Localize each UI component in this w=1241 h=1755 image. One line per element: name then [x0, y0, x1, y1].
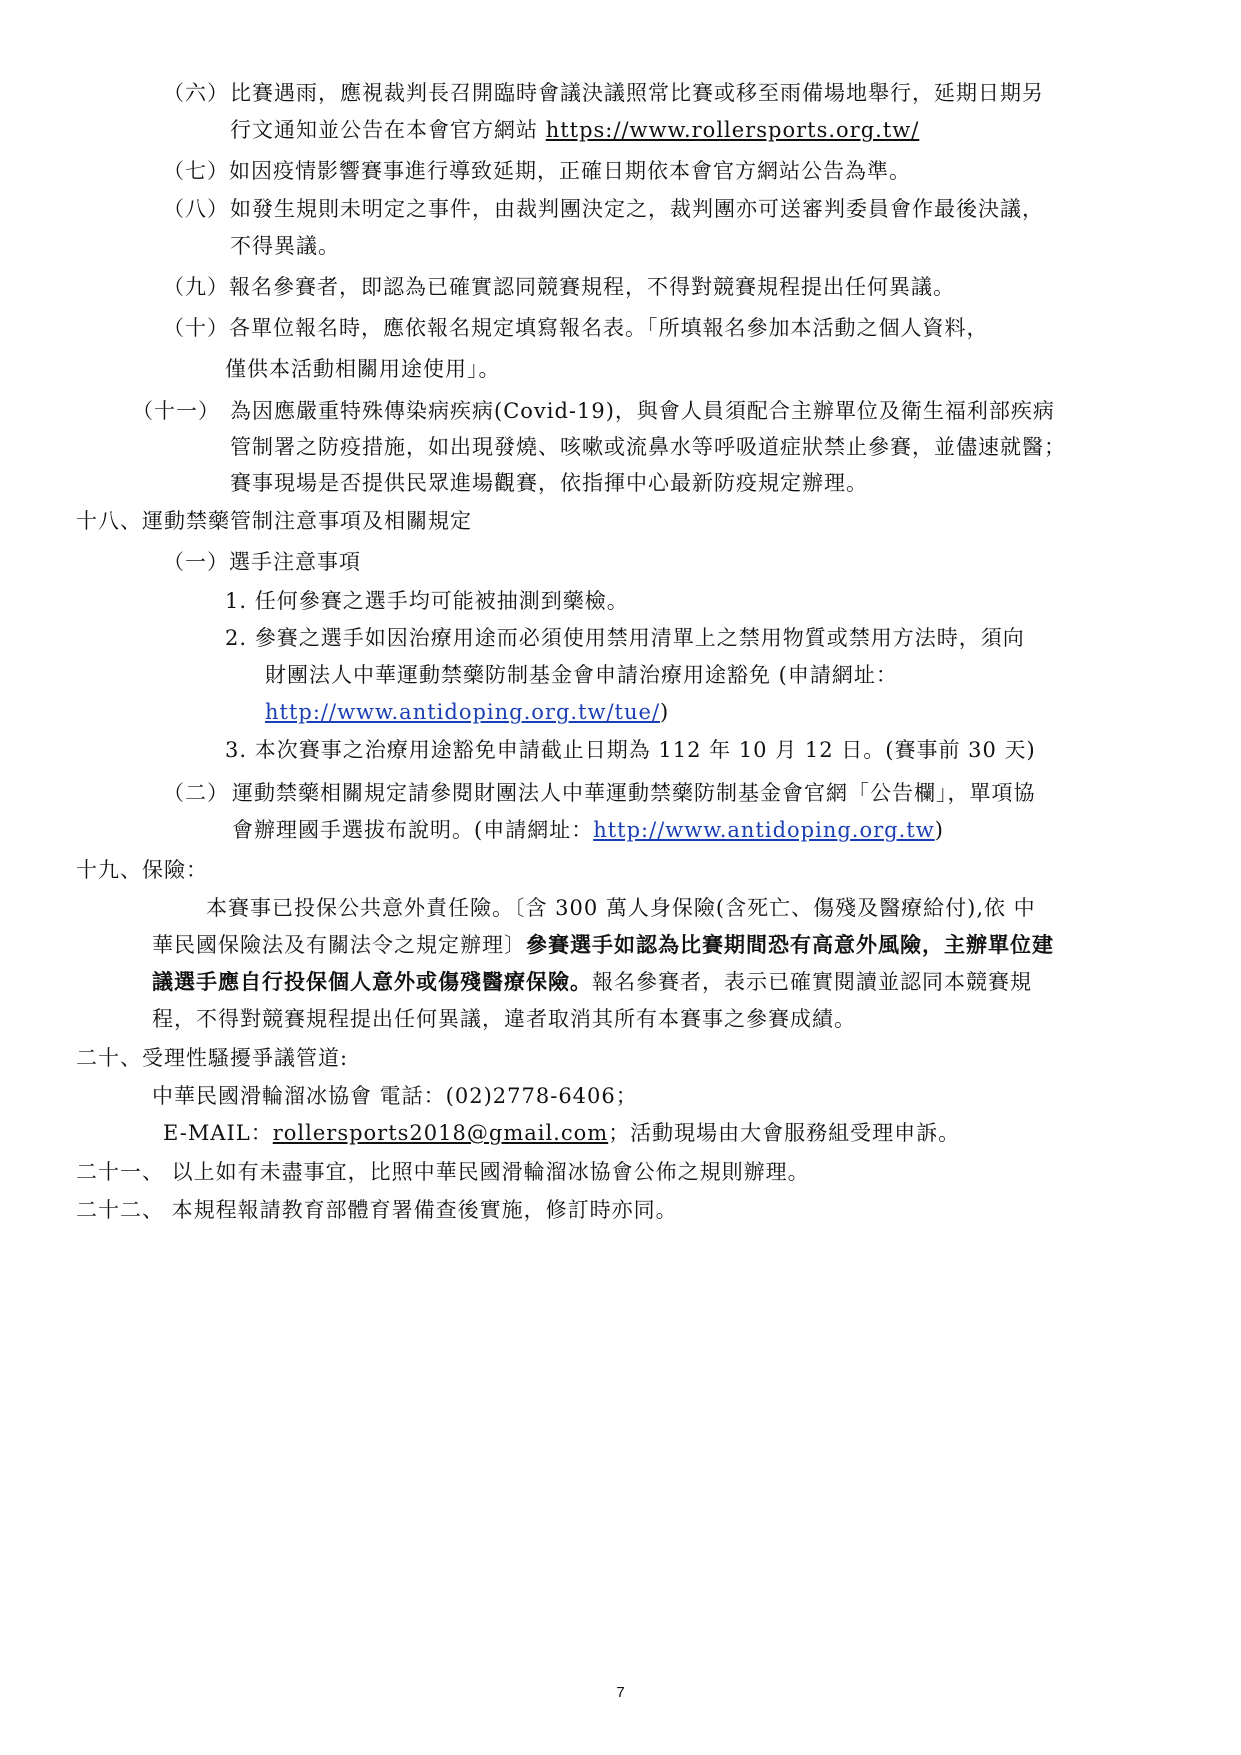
- section-19-line3-bold: 議選手應自行投保個人意外或傷殘醫療保險。: [152, 969, 592, 994]
- section-19-line4: 程，不得對競賽規程提出任何異議，違者取消其所有本賽事之參賽成績。: [152, 1007, 856, 1031]
- item-six-line1: 比賽遇雨，應視裁判長召開臨時會議決議照常比賽或移至雨備場地舉行，延期日期另: [230, 81, 1044, 105]
- section-18-item3: 3. 本次賽事之治療用途豁免申請截止日期為 112 年 10 月 12 日。(賽事前 30 天): [225, 738, 1036, 762]
- tue-url-close: ): [660, 700, 670, 724]
- item-nine: （九）報名參賽者，即認為已確實認同競賽規程，不得對競賽規程提出任何異議。: [163, 275, 955, 299]
- item-eleven-marker: （十一）: [132, 399, 220, 423]
- antidoping-url-close: ): [934, 818, 944, 842]
- section-19-line3: [152, 967, 1032, 997]
- item-six-line2: [230, 115, 919, 145]
- section-20-phone: 中華民國滑輪溜冰協會 電話：(02)2778-6406；: [152, 1084, 638, 1108]
- rollersports-url-link[interactable]: https://www.rollersports.org.tw/: [545, 118, 920, 142]
- section-18-sub2-line1: 運動禁藥相關規定請參閱財團法人中華運動禁藥防制基金會官網「公告欄」，單項協: [232, 781, 1036, 805]
- item-eleven-line2: 管制署之防疫措施，如出現發燒、咳嗽或流鼻水等呼吸道症狀禁止參賽，並儘速就醫；: [230, 435, 1066, 459]
- section-22: 二十二、 本規程報請教育部體育署備查後實施，修訂時亦同。: [76, 1198, 678, 1222]
- item-eight-line2: 不得異議。: [230, 234, 340, 258]
- email-label: E-MAIL：: [163, 1121, 273, 1145]
- section-18-item2-line2: 財團法人中華運動禁藥防制基金會申請治療用途豁免 (申請網址：: [265, 663, 898, 687]
- email-link[interactable]: rollersports2018@gmail.com: [272, 1121, 609, 1145]
- section-18-sub2-line2: [232, 815, 944, 845]
- page-number: 7: [616, 1684, 625, 1701]
- item-six-line2-text: 行文通知並公告在本會官方網站: [230, 118, 546, 142]
- item-ten-line2: 僅供本活動相關用途使用」。: [225, 357, 501, 381]
- section-18-item1: 1. 任何參賽之選手均可能被抽測到藥檢。: [225, 589, 629, 613]
- section-19-line2-normal: 華民國保險法及有關法令之規定辦理〕: [152, 933, 526, 957]
- section-19-line1: 本賽事已投保公共意外責任險。〔含 300 萬人身保險(含死亡、傷殘及醫療給付),依 中: [206, 896, 1036, 920]
- section-18-item2-line1: 2. 參賽之選手如因治療用途而必須使用禁用清單上之禁用物質或禁用方法時，須向: [225, 626, 1025, 650]
- section-19-line3-normal: 報名參賽者，表示已確實閱讀並認同本競賽規: [592, 970, 1032, 994]
- section-21: 二十一、 以上如有未盡事宜，比照中華民國滑輪溜冰協會公佈之規則辦理。: [76, 1160, 810, 1184]
- item-ten-line1: （十）各單位報名時，應依報名規定填寫報名表。「所填報名參加本活動之個人資料，: [163, 316, 989, 340]
- email-after: ；活動現場由大會服務組受理申訴。: [608, 1121, 961, 1145]
- item-eleven-line3: 賽事現場是否提供民眾進場觀賽，依指揮中心最新防疫規定辦理。: [230, 471, 868, 495]
- section-20-email-line: [163, 1118, 960, 1148]
- item-eight-marker: （八）: [163, 197, 229, 221]
- item-eleven-line1: 為因應嚴重特殊傳染病疾病(Covid-19)，與會人員須配合主辦單位及衛生福利部疾病: [230, 399, 1055, 423]
- section-19-line2: [152, 930, 1054, 960]
- section-18-item2-line3: [265, 697, 669, 727]
- section-19-heading: 十九、保險：: [76, 858, 208, 882]
- section-20-heading: 二十、受理性騷擾爭議管道:: [76, 1046, 349, 1070]
- section-19-line2-bold: 參賽選手如認為比賽期間恐有高意外風險，主辦單位建: [526, 932, 1054, 957]
- item-six-marker: （六）: [163, 81, 229, 105]
- section-18-sub2-marker: （二）: [163, 781, 229, 805]
- item-seven: （七）如因疫情影響賽事進行導致延期，正確日期依本會官方網站公告為準。: [163, 159, 911, 183]
- section-18-heading: 十八、運動禁藥管制注意事項及相關規定: [76, 509, 472, 533]
- antidoping-url-link[interactable]: http://www.antidoping.org.tw: [593, 818, 935, 842]
- item-eight-line1: 如發生規則未明定之事件，由裁判團決定之，裁判團亦可送審判委員會作最後決議，: [230, 197, 1044, 221]
- tue-url-link[interactable]: http://www.antidoping.org.tw/tue/: [265, 700, 661, 724]
- section-18-sub2-line2-text: 會辦理國手選拔布說明。(申請網址：: [232, 818, 594, 842]
- section-18-sub1-heading: （一）選手注意事項: [163, 550, 361, 574]
